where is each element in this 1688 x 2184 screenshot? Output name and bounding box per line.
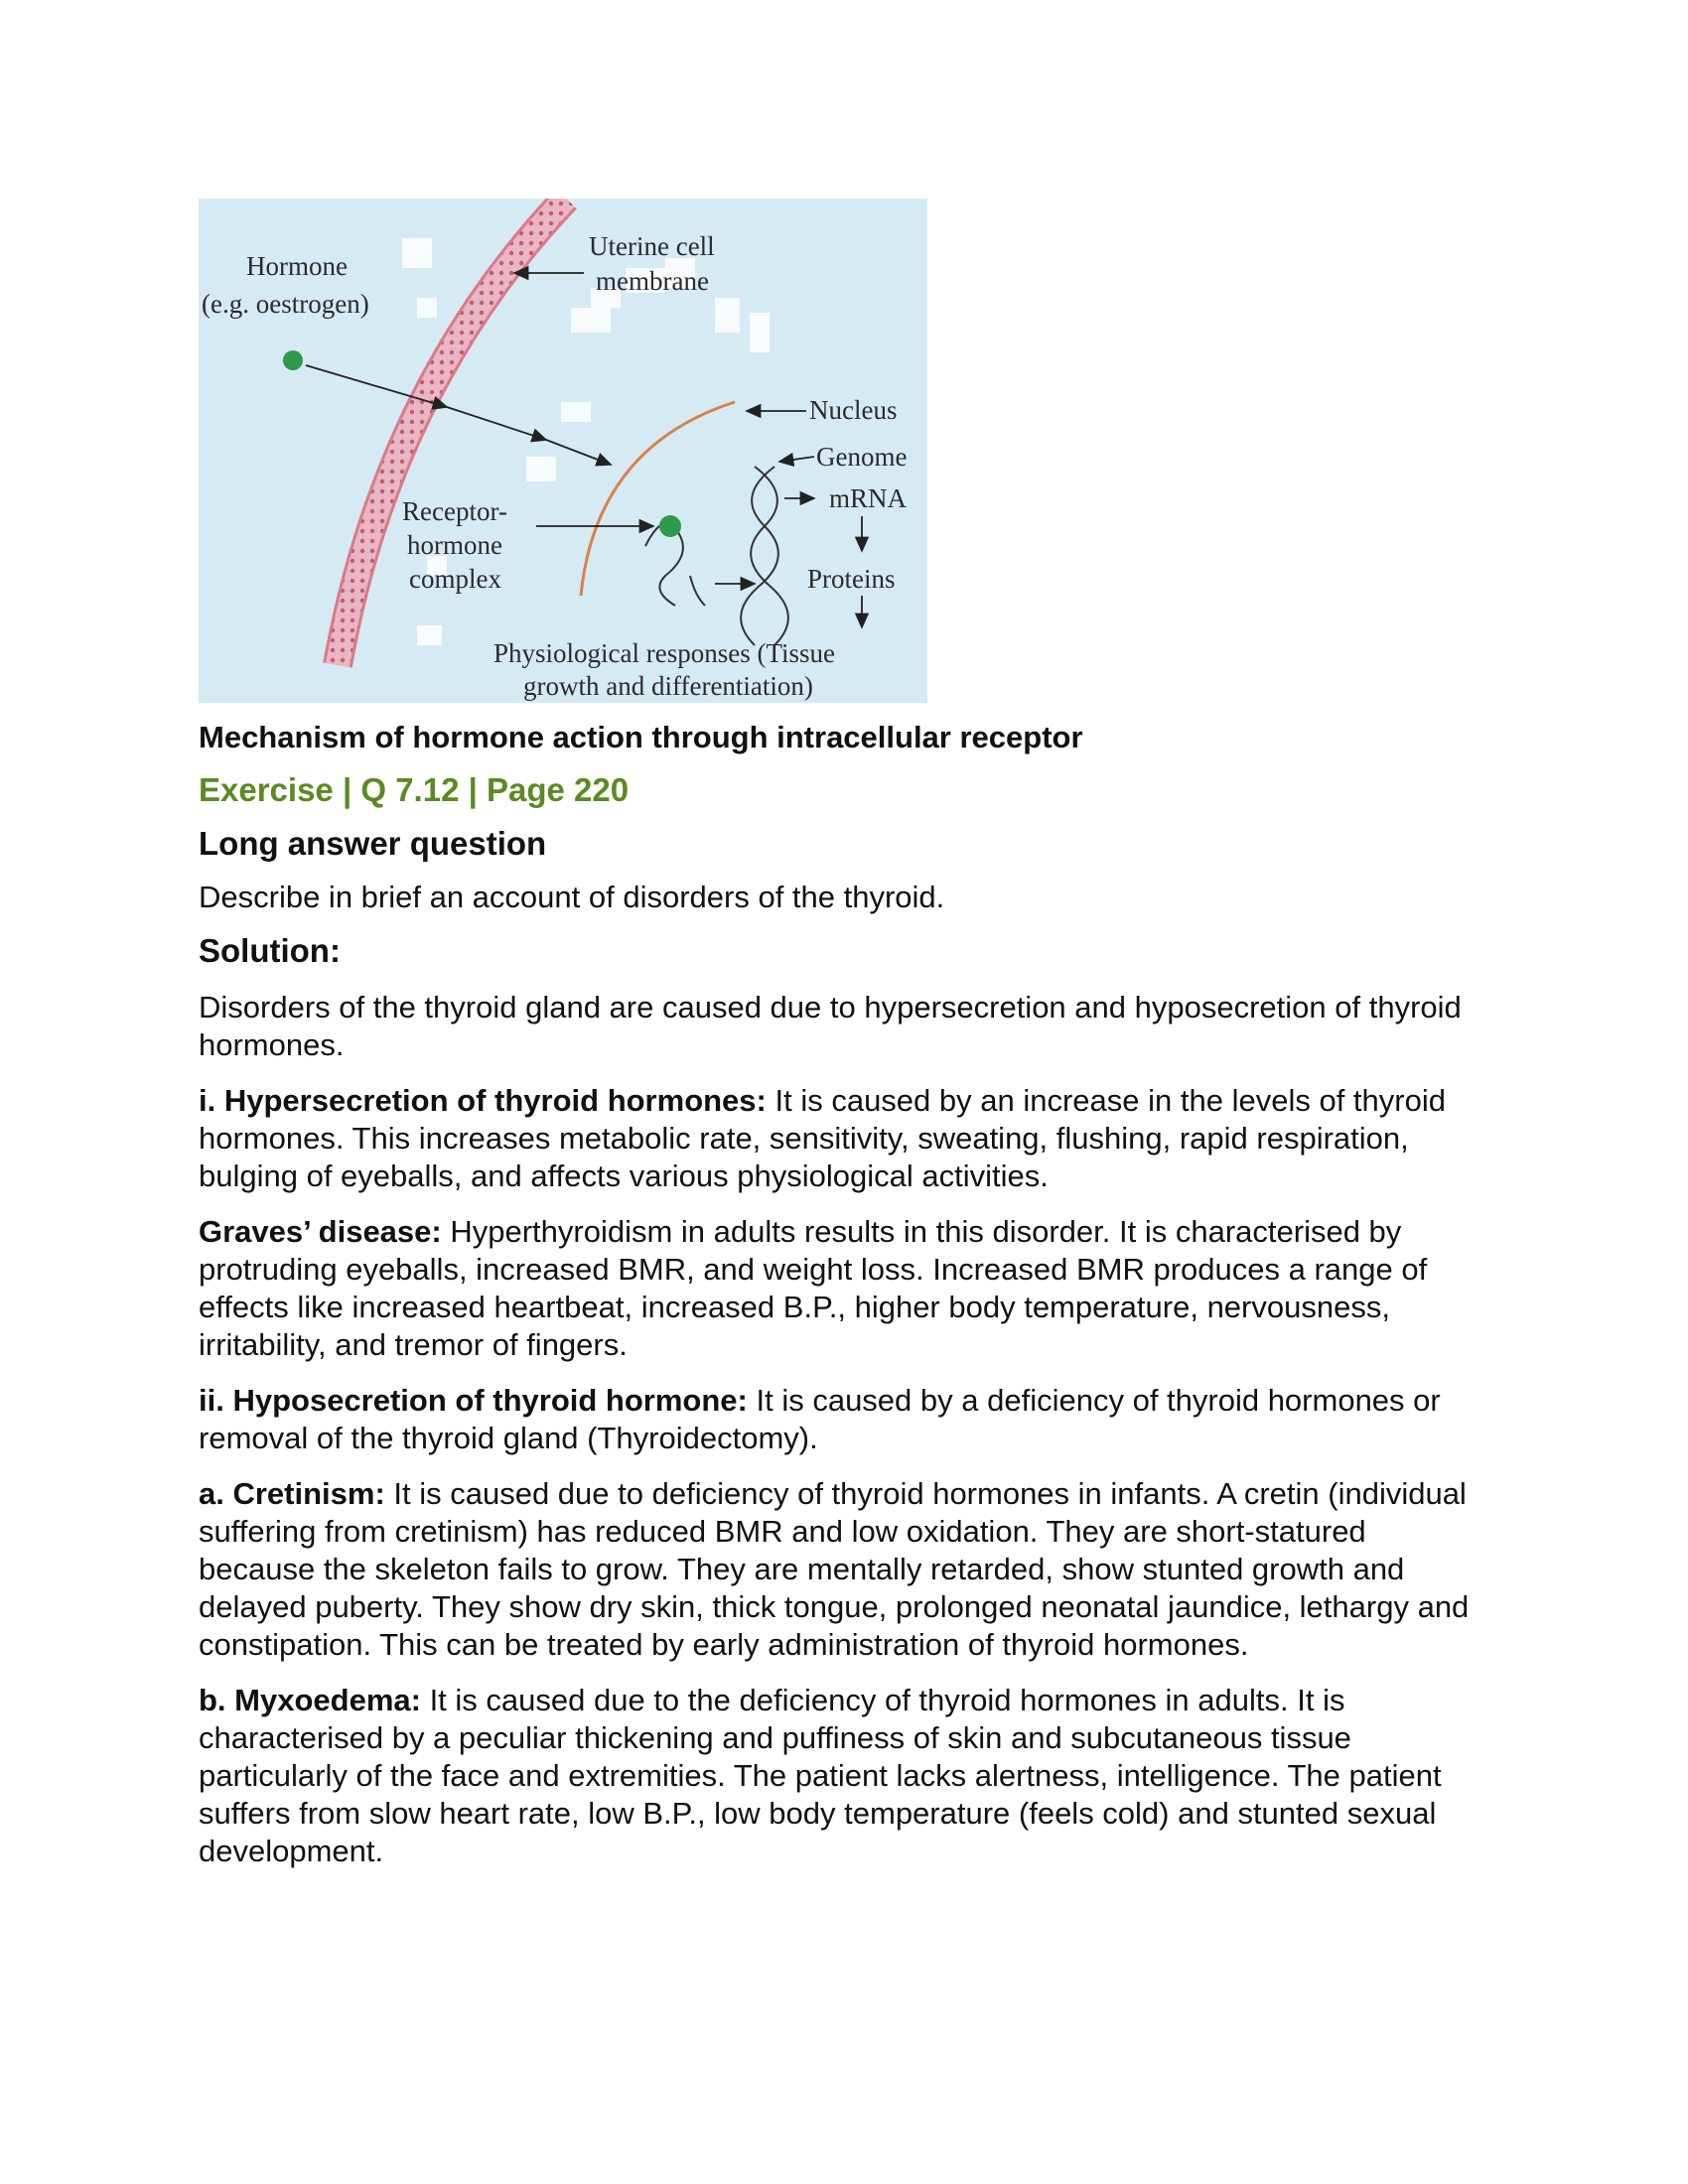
cell-membrane: [338, 199, 566, 665]
section-term: ii. Hyposecretion of thyroid hormone:: [199, 1383, 748, 1418]
solution-section-myxoedema: [199, 1682, 1489, 1870]
label-membrane-2: membrane: [596, 266, 709, 296]
diagram-svg: [199, 199, 927, 703]
nucleus-envelope: [581, 402, 735, 596]
label-hormone-1: Hormone: [246, 251, 348, 281]
section-term: b. Myxoedema:: [199, 1683, 421, 1717]
dna-helix: [741, 467, 788, 645]
section-text: It is caused due to deficiency of thyroid hormones in infants. A cretin (individual suffering from cretinism) has reduced BMR and low oxidation. They are short-statured because the skeleton fails to grow. They are mentally retarded, show stunted growth and delayed puberty. They show dry skin, thick tongue, prolonged neonatal jaundice, lethargy and constipation. This can be treated by early administration of thyroid hormones.: [199, 1476, 1470, 1662]
document-page: [199, 199, 1489, 1870]
label-responses-1: Physiological responses (Tissue: [493, 638, 836, 668]
solution-heading: Solution:: [199, 932, 341, 969]
label-receptor-1: Receptor-: [402, 496, 507, 526]
label-genome: Genome: [816, 442, 908, 472]
solution-intro: Disorders of the thyroid gland are caused due to hypersecretion and hyposecretion of thyroid hormones.: [199, 990, 1462, 1062]
solution-section-cretinism: [199, 1475, 1489, 1664]
label-receptor-3: complex: [409, 564, 501, 594]
exercise-reference: Exercise | Q 7.12 | Page 220: [199, 771, 630, 808]
label-receptor-2: hormone: [407, 530, 502, 560]
section-term: i. Hypersecretion of thyroid hormones:: [199, 1083, 767, 1118]
label-nucleus: Nucleus: [809, 395, 898, 425]
receptor-protein: [645, 523, 683, 606]
bound-hormone: [659, 515, 681, 537]
section-text: It is caused by a deficiency of thyroid hormones or removal of the thyroid gland (Thyroidectomy).: [199, 1383, 1441, 1455]
figure-caption: Mechanism of hormone action through intracellular receptor: [199, 720, 1083, 754]
question-text: Describe in brief an account of disorders of the thyroid.: [199, 880, 945, 914]
label-hormone-2: (e.g. oestrogen): [202, 289, 369, 319]
question-type: Long answer question: [199, 825, 547, 862]
label-responses-2: growth and differentiation): [523, 671, 813, 701]
solution-section-graves: [199, 1213, 1489, 1364]
solution-section-hyposecretion: [199, 1382, 1489, 1457]
section-text: It is caused due to the deficiency of thyroid hormones in adults. It is characterised by a peculiar thickening and puffiness of skin and subcutaneous tissue particularly of the face and extremities. The patient lacks alertness, intelligence. The patient suffers from slow heart rate, low B.P., low body temperature (feels cold) and stunted sexual development.: [199, 1683, 1442, 1868]
section-term: Graves’ disease:: [199, 1214, 442, 1249]
section-term: a. Cretinism:: [199, 1476, 385, 1511]
label-mrna: mRNA: [829, 483, 908, 513]
label-membrane-1: Uterine cell: [589, 231, 715, 261]
label-proteins: Proteins: [807, 564, 896, 594]
section-text: Hyperthyroidism in adults results in this disorder. It is characterised by protruding eyeballs, increased BMR, and weight loss. Increased BMR produces a range of effects like increased heartbeat, increased B.P., higher body temperature, nervousness, irritability, and tremor of fingers.: [199, 1214, 1428, 1362]
hormone-action-diagram: [199, 199, 927, 703]
hormone-dot: [283, 350, 303, 370]
solution-section-hypersecretion: [199, 1082, 1489, 1195]
section-text: It is caused by an increase in the levels of thyroid hormones. This increases metabolic rate, sensitivity, sweating, flushing, rapid respiration, bulging of eyeballs, and affects various physiological activities.: [199, 1083, 1446, 1193]
